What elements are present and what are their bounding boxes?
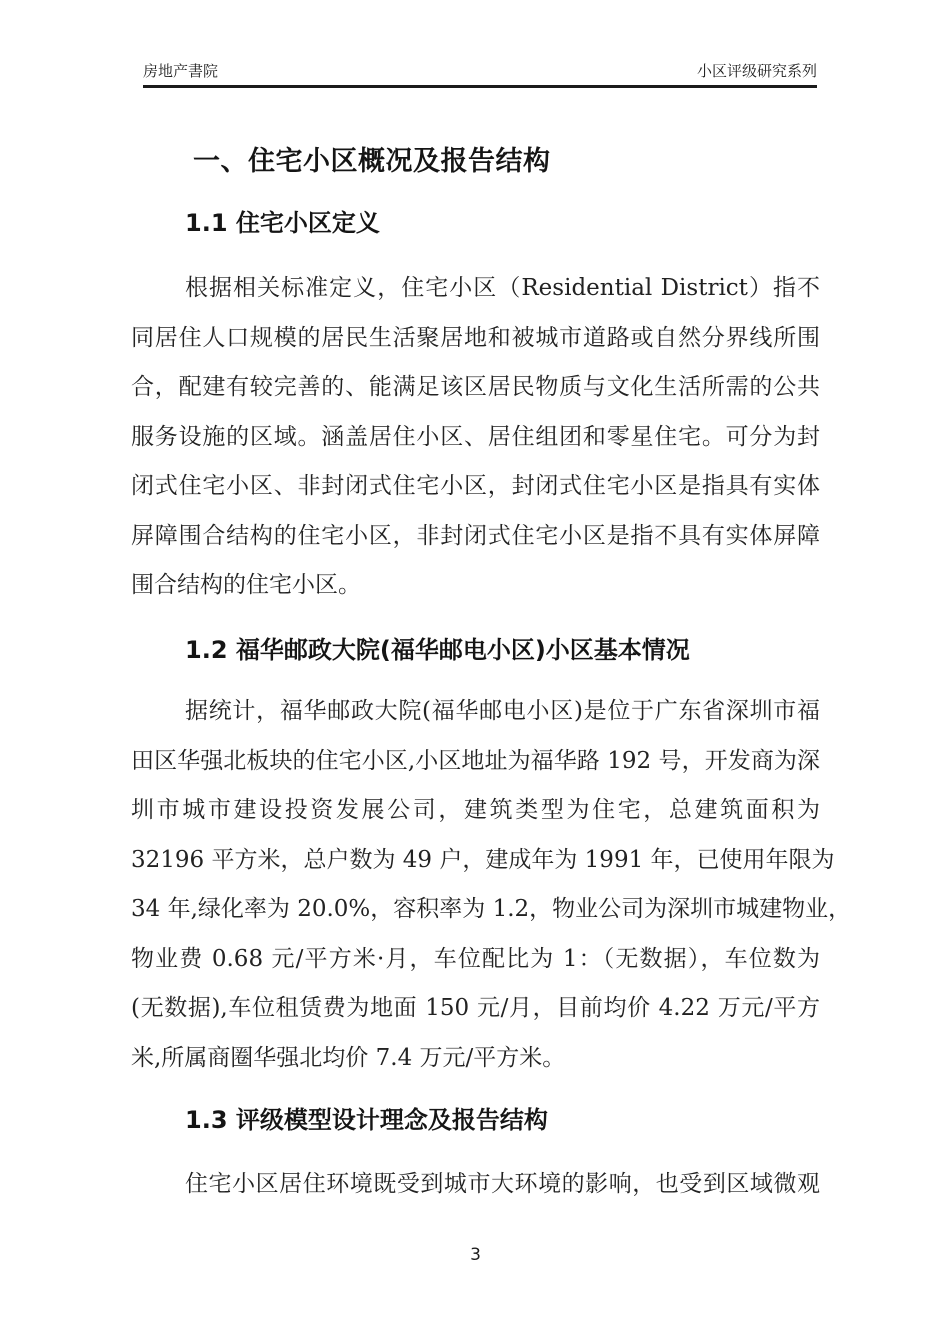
paragraph-line: 围合结构的住宅小区。 bbox=[131, 572, 361, 598]
paragraph-basic-info bbox=[131, 687, 852, 1083]
paragraph-line: 34 年,绿化率为 20.0%，容积率为 1.2，物业公司为深圳市城建物业， bbox=[131, 896, 852, 922]
paragraph-line: 田区华强北板块的住宅小区,小区地址为福华路 192 号，开发商为深 bbox=[131, 747, 820, 774]
chapter-title: 一、住宅小区概况及报告结构 bbox=[193, 146, 551, 177]
page-header bbox=[143, 62, 817, 88]
paragraph-line: 根据相关标准定义，住宅小区（Residential District）指不 bbox=[185, 275, 820, 301]
paragraph-line: 据统计，福华邮政大院(福华邮电小区)是位于广东省深圳市福 bbox=[185, 698, 820, 724]
paragraph-line: 米,所属商圈华强北均价 7.4 万元/平方米。 bbox=[131, 1044, 566, 1071]
paragraph-line: 闭式住宅小区、非封闭式住宅小区，封闭式住宅小区是指具有实体 bbox=[131, 473, 820, 499]
paragraph-line: 物业费 0.68 元/平方米·月，车位配比为 1：（无数据），车位数为 bbox=[131, 945, 820, 972]
section-heading-1-1: 1.1 住宅小区定义 bbox=[185, 209, 380, 237]
page-number: 3 bbox=[470, 1245, 481, 1265]
paragraph-line: 合，配建有较完善的、能满足该区居民物质与文化生活所需的公共 bbox=[131, 374, 820, 400]
header-right-text: 小区评级研究系列 bbox=[696, 62, 817, 80]
paragraph-line: 同居住人口规模的居民生活聚居地和被城市道路或自然分界线所围 bbox=[131, 324, 820, 351]
paragraph-line: 32196 平方米，总户数为 49 户，建成年为 1991 年，已使用年限为 bbox=[131, 846, 835, 873]
section-heading-1-2: 1.2 福华邮政大院(福华邮电小区)小区基本情况 bbox=[185, 636, 690, 664]
section-heading-1-3: 1.3 评级模型设计理念及报告结构 bbox=[185, 1106, 548, 1134]
paragraph-line: 屏障围合结构的住宅小区，非封闭式住宅小区是指不具有实体屏障 bbox=[131, 522, 820, 549]
paragraph-line: 服务设施的区域。涵盖居住小区、居住组团和零星住宅。可分为封 bbox=[131, 423, 820, 450]
paragraph-line: 圳市城市建设投资发展公司，建筑类型为住宅，总建筑面积为 bbox=[131, 797, 820, 823]
paragraph-model-design bbox=[131, 1160, 820, 1210]
paragraph-line: (无数据),车位租赁费为地面 150 元/月，目前均价 4.22 万元/平方 bbox=[131, 995, 820, 1021]
paragraph-definition bbox=[131, 264, 820, 611]
header-left-text: 房地产書院 bbox=[143, 62, 219, 80]
paragraph-line: 住宅小区居住环境既受到城市大环境的影响，也受到区域微观 bbox=[185, 1171, 820, 1197]
